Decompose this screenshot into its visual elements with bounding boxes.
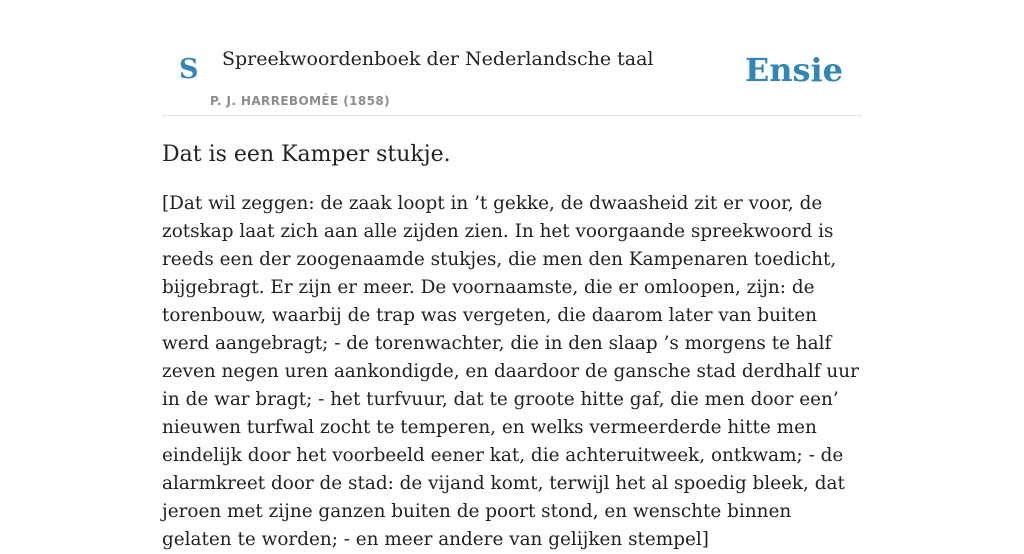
dictionary-header bbox=[162, 0, 862, 116]
dictionary-logo[interactable]: S bbox=[179, 54, 199, 85]
entry-body: [Dat wil zeggen: de zaak loopt in ’t gekke, de dwaasheid zit er voor, de zotskap laat zich aan alle zijden zien. In het voorgaande spreekwoord is reeds een der zoogenaamde stukjes, die men den Kampenaren toedicht, bijgebragt. Er zijn er meer. De voornaamste, die er omloopen, zijn: de torenbouw, waarbij de trap was vergeten, die daarom later van buiten werd aangebragt; - de torenwachter, die in den slaap ’s morgens te half zeven negen uren aankondigde, en daardoor de gansche stad derdhalf uur in de war bragt; - het turfvuur, dat te groote hitte gaf, die men door een’ nieuwen turfwal zocht te temperen, en welks vermeerderde hitte men eindelijk door het voorbeeld eener kat, die achteruitweek, ontkwam; - de alarmkreet door de stad: de vijand komt, terwijl het al spoedig bleek, dat jeroen met zijne ganzen buiten de poort stond, en wenschte binnen gelaten te worden; - en meer andere van gelijken stempel] bbox=[162, 193, 859, 550]
entry-title: Dat is een Kamper stukje. bbox=[162, 142, 451, 167]
entry-content bbox=[162, 138, 864, 554]
ensie-brand-link[interactable]: Ensie bbox=[744, 51, 843, 89]
dictionary-title-link[interactable]: Spreekwoordenboek der Nederlandsche taal bbox=[222, 48, 654, 70]
dictionary-author: P. J. HARREBOMÉE (1858) bbox=[210, 94, 390, 108]
